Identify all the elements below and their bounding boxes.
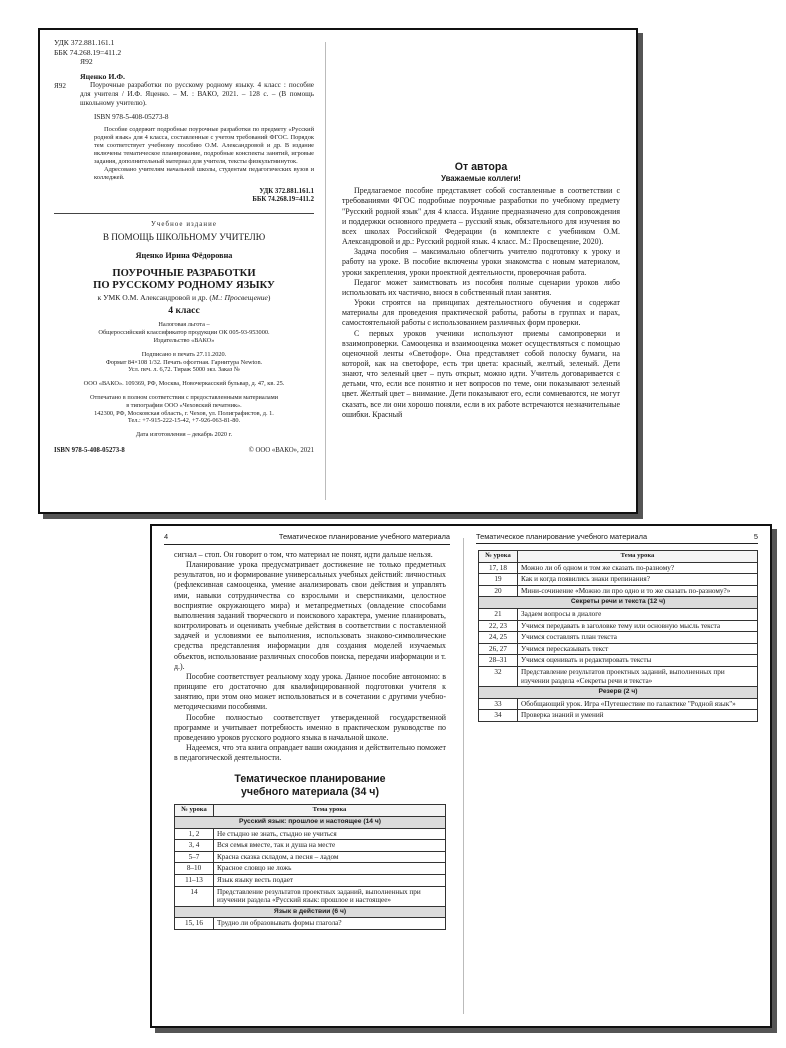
lesson-topic: Не стыдно не знать, стыдно не учиться [214, 828, 446, 840]
classification-codes-right [54, 188, 314, 205]
page-5 [464, 526, 770, 1026]
table-row [175, 875, 446, 887]
printer-line3: 142300, РФ, Московская область, г. Чехов, ул. Полиграфистов, д. 1. [94, 409, 274, 417]
table-row [175, 828, 446, 840]
lesson-topic: Красное словцо не ложь [214, 863, 446, 875]
table-row [175, 886, 446, 906]
table-row [175, 918, 446, 930]
lesson-number: 24, 25 [479, 632, 518, 644]
bibliographic-record [54, 72, 314, 108]
section-label: Резерв (2 ч) [479, 687, 758, 699]
section-label: Секреты речи и текста (12 ч) [479, 597, 758, 609]
umk-prefix: к УМК О.М. Александровой и др. ( [97, 293, 212, 303]
lesson-topic: Учимся оценивать и редактировать тексты [518, 655, 758, 667]
book-title-line2: ПО РУССКОМУ РОДНОМУ ЯЗЫКУ [93, 280, 275, 292]
preface-paragraph: Педагог может заимствовать из пособия полные сценарии уроков либо использовать их частично, внося в собственный план занятия. [342, 277, 620, 297]
tax-line2: Общероссийский классификатор продукции ОК 005-93-953000. [98, 329, 270, 337]
manufacture-date: Дата изготовления – декабрь 2020 г. [135, 431, 233, 439]
lesson-number: 28–31 [479, 655, 518, 667]
table-row [479, 608, 758, 620]
series-name: В ПОМОЩЬ ШКОЛЬНОМУ УЧИТЕЛЮ [102, 231, 266, 242]
bib-description: Поурочные разработки по русскому родному языку. 4 класс : пособие для учителя / И.Ф. Яценко. – М. : ВАКО, 2021. – 128 с. – (В помощь школьному учителю). [80, 80, 314, 108]
table-row [175, 851, 446, 863]
running-head-right [476, 532, 758, 544]
print-line1: Подписано в печать 27.11.2020. [141, 350, 227, 358]
print-line3: Усл. печ. л. 6,72. Тираж 5000 экз. Заказ № [128, 366, 240, 374]
lesson-topic: Проверка знаний и умений [518, 710, 758, 722]
author-sign-code: Я92 [80, 57, 93, 67]
lesson-topic: Язык языку весть подает [214, 875, 446, 887]
lesson-number: 17, 18 [479, 562, 518, 574]
lesson-number: 3, 4 [175, 840, 214, 852]
lesson-topic: Красна сказка складом, а песня – ладом [214, 851, 446, 863]
lesson-number: 14 [175, 886, 214, 906]
table-row [175, 863, 446, 875]
imprint-divider [54, 213, 314, 214]
print-info [54, 351, 314, 374]
lesson-topic: Учимся пересказывать текст [518, 643, 758, 655]
preface-heading: От автора [454, 161, 508, 173]
table-section-row [479, 597, 758, 609]
plan-table-body [479, 562, 758, 721]
lesson-topic: Представление результатов проектных заданий, выполненных при изучении раздела «Секреты речи и текста» [518, 666, 758, 686]
plan-title-line1: Тематическое планирование [234, 773, 386, 786]
table-row [479, 655, 758, 667]
lesson-number: 26, 27 [479, 643, 518, 655]
lesson-topic: Представление результатов проектных заданий, выполненных при изучении раздела «Русский язык: прошлое и настоящее» [214, 886, 446, 906]
preface-paragraph: С первых уроков ученики используют приемы самопроверки и взаимопроверки. Самооценка и взаимооценка может осуществляться с помощью оценочной ленты «Светофор». Она представляет собой полоску бумаги, на которой, как на светофоре, есть три цвета: красный, желтый, зеленый. Дети знают, что зеленый цвет – путь открыт, можно идти. Учитель договаривается с детьми, что, если все понятно и нет вопросов по теме, они показывают зеленый цвет. Желтый цвет – внимание. Дети показывают его, если сомневаются, не могут сказать, все ли они хорошо поняли, если в их работе встречаются незначительные ошибки. Красный [342, 328, 620, 419]
tax-info [54, 321, 314, 344]
table-row [479, 574, 758, 586]
table-row [479, 632, 758, 644]
publisher-address: ООО «ВАКО». 109369, РФ, Москва, Новочеркасский бульвар, д. 47, кв. 25. [83, 380, 285, 388]
imprint-page [40, 30, 324, 512]
table-row [175, 840, 446, 852]
table-row [479, 643, 758, 655]
plan-table-right [478, 550, 758, 722]
preface-page [326, 30, 634, 512]
preface-paragraph: Уроки строятся на принципах деятельностного обучения и содержат материалы для проведения практической работы, работы в группах и парах, самостоятельной работы с использованием различных форм проверки. [342, 298, 620, 328]
lesson-number: 1, 2 [175, 828, 214, 840]
lesson-topic: Учимся передавать в заголовке тему или основную мысль текста [518, 620, 758, 632]
lesson-number: 34 [479, 710, 518, 722]
body-paragraph: Надеемся, что эта книга оправдает ваши ожидания и действительно поможет в педагогической деятельности. [174, 742, 446, 763]
bib-author: Яценко И.Ф. [80, 71, 125, 81]
bbk-code: ББК 74.268.19=411.2 [54, 47, 122, 57]
printer-line4: Тел.: +7-915-222-15-42, +7-926-063-81-80. [127, 417, 241, 425]
body-paragraph: Пособие полностью соответствует утвержденной государственной программе и учитывает потребность именно в практическом руководстве по проведению уроков русского родного языка в начальной школе. [174, 712, 446, 742]
col-header-lesson-topic: Тема урока [518, 551, 758, 563]
running-head-left [164, 532, 450, 545]
table-row [479, 585, 758, 597]
body-paragraph: Планирование урока предусматривает достижение не только предметных результатов, но и формирование универсальных учебных действий: личностных (рефлексивная самооценка, умение анализировать свои действия и управлять ими, навыки сотрудничества со взрослыми и сверстниками, целостное восприятие окружающего мира) и метапредметных (овладение способами выполнения заданий творческого и поискового характера, умение планировать, контролировать и оценивать учебные действия в соответствии с поставленной задачей и условиями ее выполнения, использовать знаково-символические средства представления информации для создания моделей изучаемых объектов, использование различных способов поиска, передачи информации и т. д.). [174, 560, 446, 671]
audience-text: Адресовано учителям начальной школы, студентам педагогических вузов и колледжей. [94, 165, 314, 181]
book-spread-imprint [38, 28, 638, 514]
col-header-lesson-number: № урока [479, 551, 518, 563]
col-header-lesson-topic: Тема урока [214, 805, 446, 817]
print-line2: Формат 84×108 1/32. Печать офсетная. Гарнитура Newton. [105, 358, 263, 366]
lesson-number: 5–7 [175, 851, 214, 863]
book-spread-plan [150, 524, 772, 1028]
section-label: Русский язык: прошлое и настоящее (14 ч) [175, 817, 446, 829]
page-number: 5 [753, 532, 758, 541]
page-number: 4 [164, 532, 169, 541]
lesson-number: 21 [479, 608, 518, 620]
lesson-number: 15, 16 [175, 918, 214, 930]
table-row [479, 562, 758, 574]
section-label: Язык в действии (6 ч) [175, 906, 446, 918]
copyright: © ООО «ВАКО», 2021 [248, 447, 314, 455]
preface-paragraph: Задача пособия – максимально облегчить учителю подготовку к уроку и работу на уроке. В пособие включены уроки знакомства с новым материалом, уроки закрепления, уроки проектной деятельности, проверочная работа. [342, 247, 620, 277]
author-full-name: Яценко Ирина Фёдоровна [135, 250, 233, 260]
bib-code: Я92 [54, 81, 66, 90]
table-row [479, 666, 758, 686]
table-section-row [175, 906, 446, 918]
isbn-top: ISBN 978-5-408-05273-8 [94, 113, 169, 122]
lesson-topic: Можно ли об одном и том же сказать по-разному? [518, 562, 758, 574]
lesson-topic: Обобщающий урок. Игра «Путешествие по галактике "Родной язык"» [518, 698, 758, 710]
printer-line1: Отпечатано в полном соответствии с предоставленными материалами [89, 394, 279, 402]
plan-table-left [174, 804, 446, 930]
lesson-number: 32 [479, 666, 518, 686]
preface-paragraph: Предлагаемое пособие представляет собой составленные в соответствии с требованиями ФГОС подробные поурочные разработки по учебному предмету "Русский родной язык" для 4 класса. Издание предназначено для сопровождения и поддержки основного предмета – русский язык, обязательного для изучения во всех школах Российской Федерации (в комплекте с учебником О.М. Александровой и др.: Русский родной язык. 4 класс. М.: Просвещение, 2020). [342, 186, 620, 247]
lesson-topic: Мини-сочинение «Можно ли про одно и то же сказать по-разному?» [518, 585, 758, 597]
printer-info [54, 394, 314, 425]
continued-text: сигнал – стоп. Он говорит о том, что материал не понят, идти дальше нельзя. [174, 550, 433, 559]
preface-greeting: Уважаемые коллеги! [441, 174, 521, 184]
lesson-topic: Задаем вопросы в диалоге [518, 608, 758, 620]
plan-section-title [174, 773, 446, 798]
book-title-line1: ПОУРОЧНЫЕ РАЗРАБОТКИ [112, 267, 256, 279]
printer-line2: в типографии ООО «Чеховский печатник». [126, 401, 242, 409]
plan-title-line2: учебного материала (34 ч) [241, 785, 379, 798]
tax-line1: Налоговая льгота – [158, 321, 210, 329]
col-header-lesson-number: № урока [175, 805, 214, 817]
lesson-number: 22, 23 [479, 620, 518, 632]
table-row [479, 710, 758, 722]
table-row [479, 698, 758, 710]
grade-label: 4 класс [168, 305, 200, 317]
book-title [54, 268, 314, 292]
plan-table-body [175, 817, 446, 930]
umk-suffix: ) [267, 293, 271, 303]
lesson-topic: Трудно ли образовывать формы глагола? [214, 918, 446, 930]
annotation-text: Пособие содержит подробные поурочные разработки по предмету «Русский родной язык» для 4 класса, составленные с учетом требований ФГОС. Порядок тем соответствует учебному пособию О.М. Александровой и др. В издание включены тематическое планирование, подробные конспекты занятий, игровые задания, дополнительный материал для учителя, тексты физкультминуток. [94, 126, 314, 165]
umk-publisher: М.: Просвещение [211, 293, 268, 303]
lesson-number: 19 [479, 574, 518, 586]
lesson-topic: Учимся составлять план текста [518, 632, 758, 644]
udk-right: УДК 372.881.161.1 [259, 187, 314, 195]
table-row [479, 620, 758, 632]
edu-edition-label: Учебное издание [150, 220, 217, 228]
imprint-footer [54, 446, 314, 455]
lesson-number: 33 [479, 698, 518, 710]
lesson-number: 8–10 [175, 863, 214, 875]
tax-line3: Издательство «ВАКО» [153, 337, 215, 345]
running-title: Тематическое планирование учебного материала [278, 532, 450, 541]
table-section-row [479, 687, 758, 699]
lesson-number: 20 [479, 585, 518, 597]
body-paragraph: Пособие соответствует реальному ходу урока. Данное пособие автономно: в принципе его достаточно для квалифицированной подготовки учителя к занятию, при этом оно может использоваться и в сочетании с другими учебно-методическими пособиями. [174, 671, 446, 712]
umk-line [54, 293, 314, 302]
page-4 [152, 526, 462, 1026]
lesson-topic: Вся семья вместе, так и душа на месте [214, 840, 446, 852]
isbn-bottom: ISBN 978-5-408-05273-8 [54, 447, 125, 455]
udk-code: УДК 372.881.161.1 [54, 38, 115, 47]
bbk-right: ББК 74.268.19=411.2 [252, 196, 314, 204]
lesson-topic: Как и когда появились знаки препинания? [518, 574, 758, 586]
lesson-number: 11–13 [175, 875, 214, 887]
table-section-row [175, 817, 446, 829]
running-title: Тематическое планирование учебного материала [476, 532, 648, 541]
